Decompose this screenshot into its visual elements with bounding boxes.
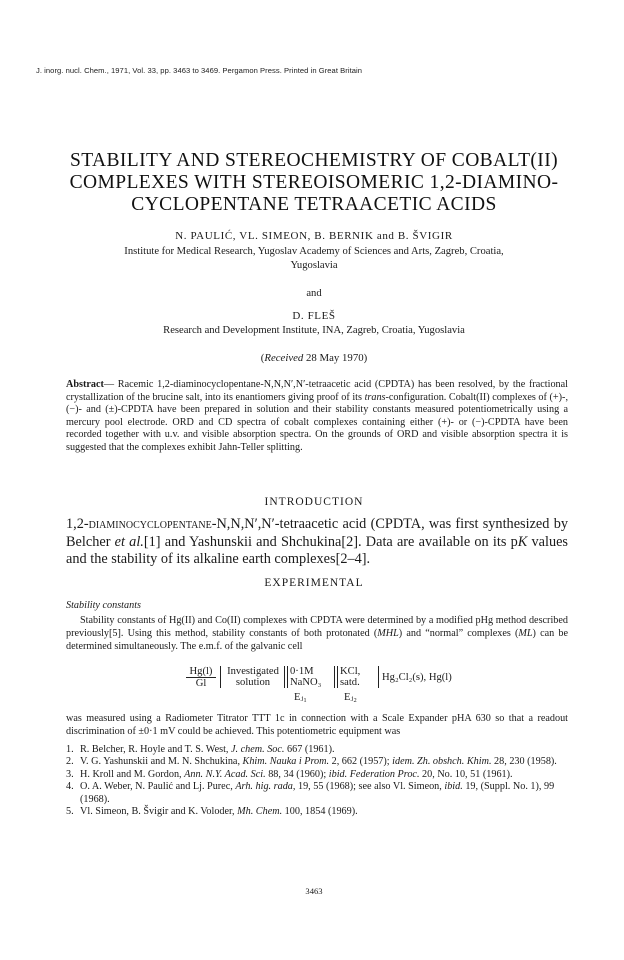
reference-item xyxy=(66,806,568,818)
cell-kcl: KCl, xyxy=(340,666,361,677)
cell-divider-3b xyxy=(337,666,338,688)
reference-journal-2: ibid. Federation Proc. xyxy=(328,768,420,780)
cell-divider-1 xyxy=(220,666,221,688)
intro-etal: et al. xyxy=(114,533,144,550)
reference-details-2: 19, (Suppl. No. 1), 99 (1968). xyxy=(80,781,555,805)
reference-journal: Arh. hig. rada, xyxy=(235,781,296,793)
cell-bridge-1 xyxy=(290,666,336,688)
cell-divider-2b xyxy=(287,666,288,688)
reference-details: 88, 34 (1960); xyxy=(265,768,329,780)
exp-mhl: MHL xyxy=(377,628,399,639)
exp-para1-b: ) and “normal” complexes ( xyxy=(398,628,519,639)
reference-item xyxy=(66,756,568,768)
cell-bridge-2 xyxy=(340,666,380,688)
reference-details-2: 28, 230 (1958). xyxy=(491,756,557,768)
page-number: 3463 xyxy=(305,886,323,896)
cell-solution xyxy=(224,666,282,688)
cell-hg: Hg(l) xyxy=(186,666,216,678)
received-date: (Received 28 May 1970) xyxy=(260,352,368,364)
reference-journal: Mh. Chem. xyxy=(237,806,283,818)
intro-lead-smallcaps: 1,2-diaminocyclopentane xyxy=(66,516,212,532)
reference-journal-2: idem. Zh. obshch. Khim. xyxy=(392,756,492,768)
affiliation-1-line-2: Yugoslavia xyxy=(290,259,338,271)
exp-para1-c: ) can be determined simultaneously. The e.m.f. of the galvanic cell xyxy=(66,628,568,652)
and-separator: and xyxy=(306,288,322,299)
cell-gl: Gl xyxy=(195,678,207,689)
title-line-1: STABILITY AND STEREOCHEMISTRY OF COBALT(II) xyxy=(70,150,558,171)
reference-list xyxy=(66,744,568,818)
author-list: N. PAULIĆ, VL. SIMEON, B. BERNIK and B. ŠVIGIR xyxy=(175,230,453,242)
reference-details: 2, 662 (1957); xyxy=(329,756,393,768)
reference-details-2: 20, No. 10, 51 (1961). xyxy=(419,768,513,780)
intro-text-b: [1] and Yashunskii and Shchukina[2]. Data are available on its p xyxy=(143,533,518,550)
experimental-heading: EXPERIMENTAL xyxy=(264,577,364,589)
reference-details: 100, 1854 (1969). xyxy=(282,806,358,818)
reference-authors: V. G. Yashunskii and M. N. Shchukina, xyxy=(80,756,243,768)
introduction-heading: INTRODUCTION xyxy=(264,496,364,508)
reference-authors: R. Belcher, R. Hoyle and T. S. West, xyxy=(80,744,231,755)
abstract-text-a: — Racemic 1,2-diaminocyclopentane-N,N,N′,N′-tetraacetic acid (CPDTA) has been resolved, by the fractional crystallization of the brucine salt, into its enantiomers giving proof of its xyxy=(66,379,568,403)
experimental-paragraph-2: was measured using a Radiometer Titrator TTT 1c in connection with a Scale Expander pHA 630 so that a readout discrimination of ±0·1 mV could be achieved. This potentiometric equipment was xyxy=(66,713,568,737)
intro-text-c: values and the stability of its alkaline earth complexes[2–4]. xyxy=(66,533,568,567)
cell-ej1: Eⱼ₁ xyxy=(294,692,307,703)
cell-solution-word: solution xyxy=(235,677,271,688)
abstract-text-b: -configuration. Cobalt(II) complexes of (+)-, (−)- and (±)-CPDTA have been prepared in solution and their stability constants measured potentiometrically using a mercury pool electrode. ORD and CD spectra of cobalt complexes containing either (+)- or (−)-CPDTA have been recorded together with u.v. and visible absorption spectra. On the grounds of ORD and visible absorption spectra it is suggested that the complexes exhibit Jahn-Teller splitting. xyxy=(66,391,568,453)
cell-electrode xyxy=(186,666,216,689)
cell-nano3: NaNO₃ xyxy=(290,677,322,688)
cell-divider-2a xyxy=(284,666,285,688)
title-line-3: CYCLOPENTANE TETRAACETIC ACIDS xyxy=(131,194,497,215)
paper-title xyxy=(40,150,588,216)
reference-details: 19, 55 (1968); see also Vl. Simeon, xyxy=(295,781,445,793)
exp-para1-a: Stability constants of Hg(II) and Co(II) complexes with CPDTA were determined by a modified pHg method described previously[5]. Using this method, stability constants of both protonated ( xyxy=(66,615,568,639)
cell-investigated: Investigated xyxy=(227,666,279,677)
intro-pk: K xyxy=(517,533,528,550)
reference-item xyxy=(66,744,568,756)
received-date-value: 28 May 1970 xyxy=(306,352,364,364)
cell-divider-3a xyxy=(334,666,335,688)
title-line-2: COMPLEXES WITH STEREOISOMERIC 1,2-DIAMINO- xyxy=(69,172,559,193)
abstract-label: Abstract xyxy=(66,379,104,390)
cell-conc: 0·1M xyxy=(290,666,314,677)
cell-calomel: Hg₂Cl₂(s), Hg(l) xyxy=(382,672,452,683)
exp-ml: ML xyxy=(518,628,533,639)
abstract xyxy=(66,379,568,455)
reference-journal: Khim. Nauka i Prom. xyxy=(242,756,330,768)
reference-number: 4. xyxy=(66,781,74,793)
cell-ej2: Eⱼ₂ xyxy=(344,692,357,703)
reference-authors: H. Kroll and M. Gordon, xyxy=(80,768,185,780)
intro-text-a: -N,N,N′,N′-tetraacetic acid (CPDTA, was first synthesized by Belcher xyxy=(66,516,568,550)
affiliation-2: Research and Development Institute, INA, Zagreb, Croatia, Yugoslavia xyxy=(163,325,465,336)
experimental-paragraph-1 xyxy=(66,614,568,653)
abstract-trans: trans xyxy=(364,391,386,403)
journal-citation-header: J. inorg. nucl. Chem., 1971, Vol. 33, pp. 3463 to 3469. Pergamon Press. Printed in Great Britain xyxy=(36,66,363,75)
received-label: Received xyxy=(264,352,304,364)
reference-authors: O. A. Weber, N. Paulić and Lj. Purec, xyxy=(80,781,236,793)
reference-details: 667 (1961). xyxy=(284,744,335,755)
second-author: D. FLEŠ xyxy=(292,310,336,322)
cell-satd: satd. xyxy=(340,677,360,688)
reference-item xyxy=(66,769,568,781)
reference-number: 1. xyxy=(66,744,74,755)
reference-journal: Ann. N.Y. Acad. Sci. xyxy=(184,768,266,780)
affiliation-1-line-1: Institute for Medical Research, Yugoslav Academy of Sciences and Arts, Zagreb, Croatia, xyxy=(124,246,504,257)
introduction-paragraph xyxy=(66,516,568,569)
reference-number: 5. xyxy=(66,806,74,818)
reference-authors: Vl. Simeon, B. Švigir and K. Voloder, xyxy=(80,806,238,818)
reference-journal-2: ibid. xyxy=(444,781,463,793)
stability-constants-subheading: Stability constants xyxy=(66,600,141,611)
reference-number: 2. xyxy=(66,756,74,768)
reference-journal: J. chem. Soc. xyxy=(231,744,285,755)
affiliation-1 xyxy=(40,245,588,272)
galvanic-cell-diagram xyxy=(186,666,456,702)
reference-item xyxy=(66,781,568,806)
cell-divider-4 xyxy=(378,666,379,688)
reference-number: 3. xyxy=(66,768,74,780)
